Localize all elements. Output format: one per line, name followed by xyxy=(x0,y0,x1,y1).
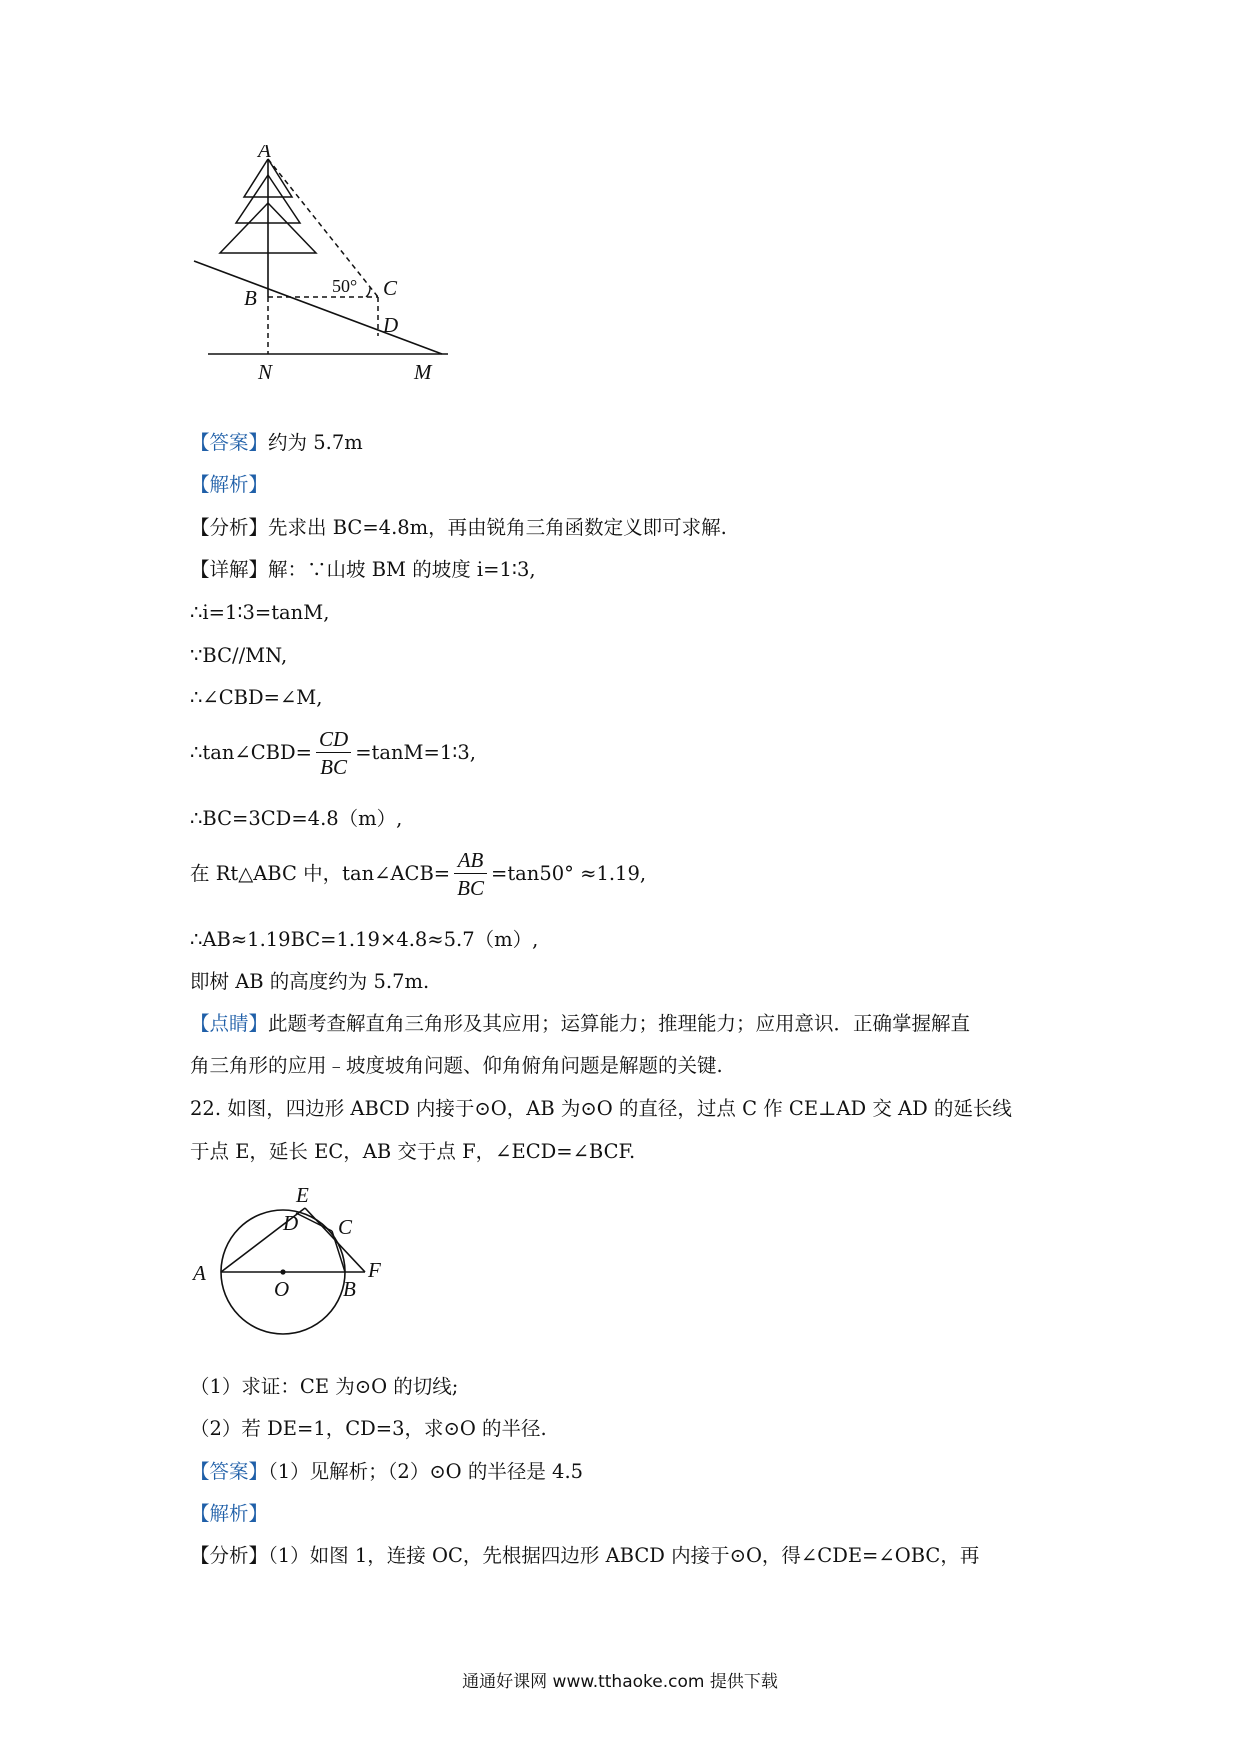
label-A: A xyxy=(193,1261,206,1285)
q21-step-7: ∴AB≈1.19BC=1.19×4.8≈5.7（m）, xyxy=(190,928,539,951)
q21-step-4: ∴tan∠CBD= $\frac{CD}{BC}$ =tanM=1∶3, xyxy=(190,727,476,779)
label-F: F xyxy=(368,1258,381,1282)
q22-stem-2: 于点 E，延长 EC，AB 交于点 F，∠ECD=∠BCF. xyxy=(190,1140,636,1163)
angle-label: 50° xyxy=(332,276,358,296)
figure-tree-slope xyxy=(180,145,500,420)
label-A: A xyxy=(258,145,271,162)
label-C: C xyxy=(338,1215,353,1239)
q21-step-2: ∵BC//MN, xyxy=(190,644,288,667)
fraction-cd-bc: $\frac{CD}{BC}$ xyxy=(316,727,351,779)
q21-analysis-tag: 【解析】 xyxy=(190,473,269,496)
q21-answer: 【答案】约为 5.7m xyxy=(190,431,363,454)
q21-dianjing-2: 角三角形的应用﹣坡度坡角问题、仰角俯角问题是解题的关键. xyxy=(190,1054,723,1077)
label-B: B xyxy=(244,286,257,310)
q22-part-2: （2）若 DE=1，CD=3，求⊙O 的半径. xyxy=(190,1417,547,1440)
label-N: N xyxy=(258,360,273,384)
q21-step-6: 在 Rt△ABC 中，tan∠ACB= $\frac{AB}{BC}$ =tan50° ≈1.19, xyxy=(190,848,647,900)
q22-answer: 【答案】（1）见解析；（2）⊙O 的半径是 4.5 xyxy=(190,1460,584,1483)
label-D: D xyxy=(383,313,399,337)
label-M: M xyxy=(414,360,432,384)
fraction-ab-bc: $\frac{AB}{BC}$ xyxy=(454,848,487,900)
q21-step-3: ∴∠CBD=∠M, xyxy=(190,686,323,709)
q21-step-1: ∴i=1∶3=tanM, xyxy=(190,601,330,624)
q22-fenxi: 【分析】（1）如图 1，连接 OC，先根据四边形 ABCD 内接于⊙O，得∠CDE=∠OBC，再 xyxy=(190,1544,980,1567)
q21-step-5: ∴BC=3CD=4.8（m）, xyxy=(190,807,403,830)
label-E: E xyxy=(296,1183,309,1207)
q21-dianjing-1: 【点睛】此题考查解直角三角形及其应用；运算能力；推理能力；应用意识．正确掌握解直 xyxy=(190,1012,971,1035)
label-C: C xyxy=(383,276,398,300)
q22-part-1: （1）求证：CE 为⊙O 的切线; xyxy=(190,1375,459,1398)
q22-analysis-tag: 【解析】 xyxy=(190,1502,269,1525)
label-D: D xyxy=(283,1211,299,1235)
q21-step-8: 即树 AB 的高度约为 5.7m. xyxy=(190,970,430,993)
figure-circle xyxy=(185,1180,395,1350)
label-B: B xyxy=(343,1277,356,1301)
q21-fenxi: 【分析】先求出 BC=4.8m，再由锐角三角函数定义即可求解. xyxy=(190,516,727,539)
q22-stem-1: 22. 如图，四边形 ABCD 内接于⊙O，AB 为⊙O 的直径，过点 C 作 CE⊥AD 交 AD 的延长线 xyxy=(190,1097,1012,1120)
label-O: O xyxy=(274,1277,290,1301)
q21-xiangjie: 【详解】解：∵山坡 BM 的坡度 i=1∶3, xyxy=(190,558,536,581)
page-footer: 通通好课网 www.tthaoke.com 提供下载 xyxy=(462,1672,778,1692)
